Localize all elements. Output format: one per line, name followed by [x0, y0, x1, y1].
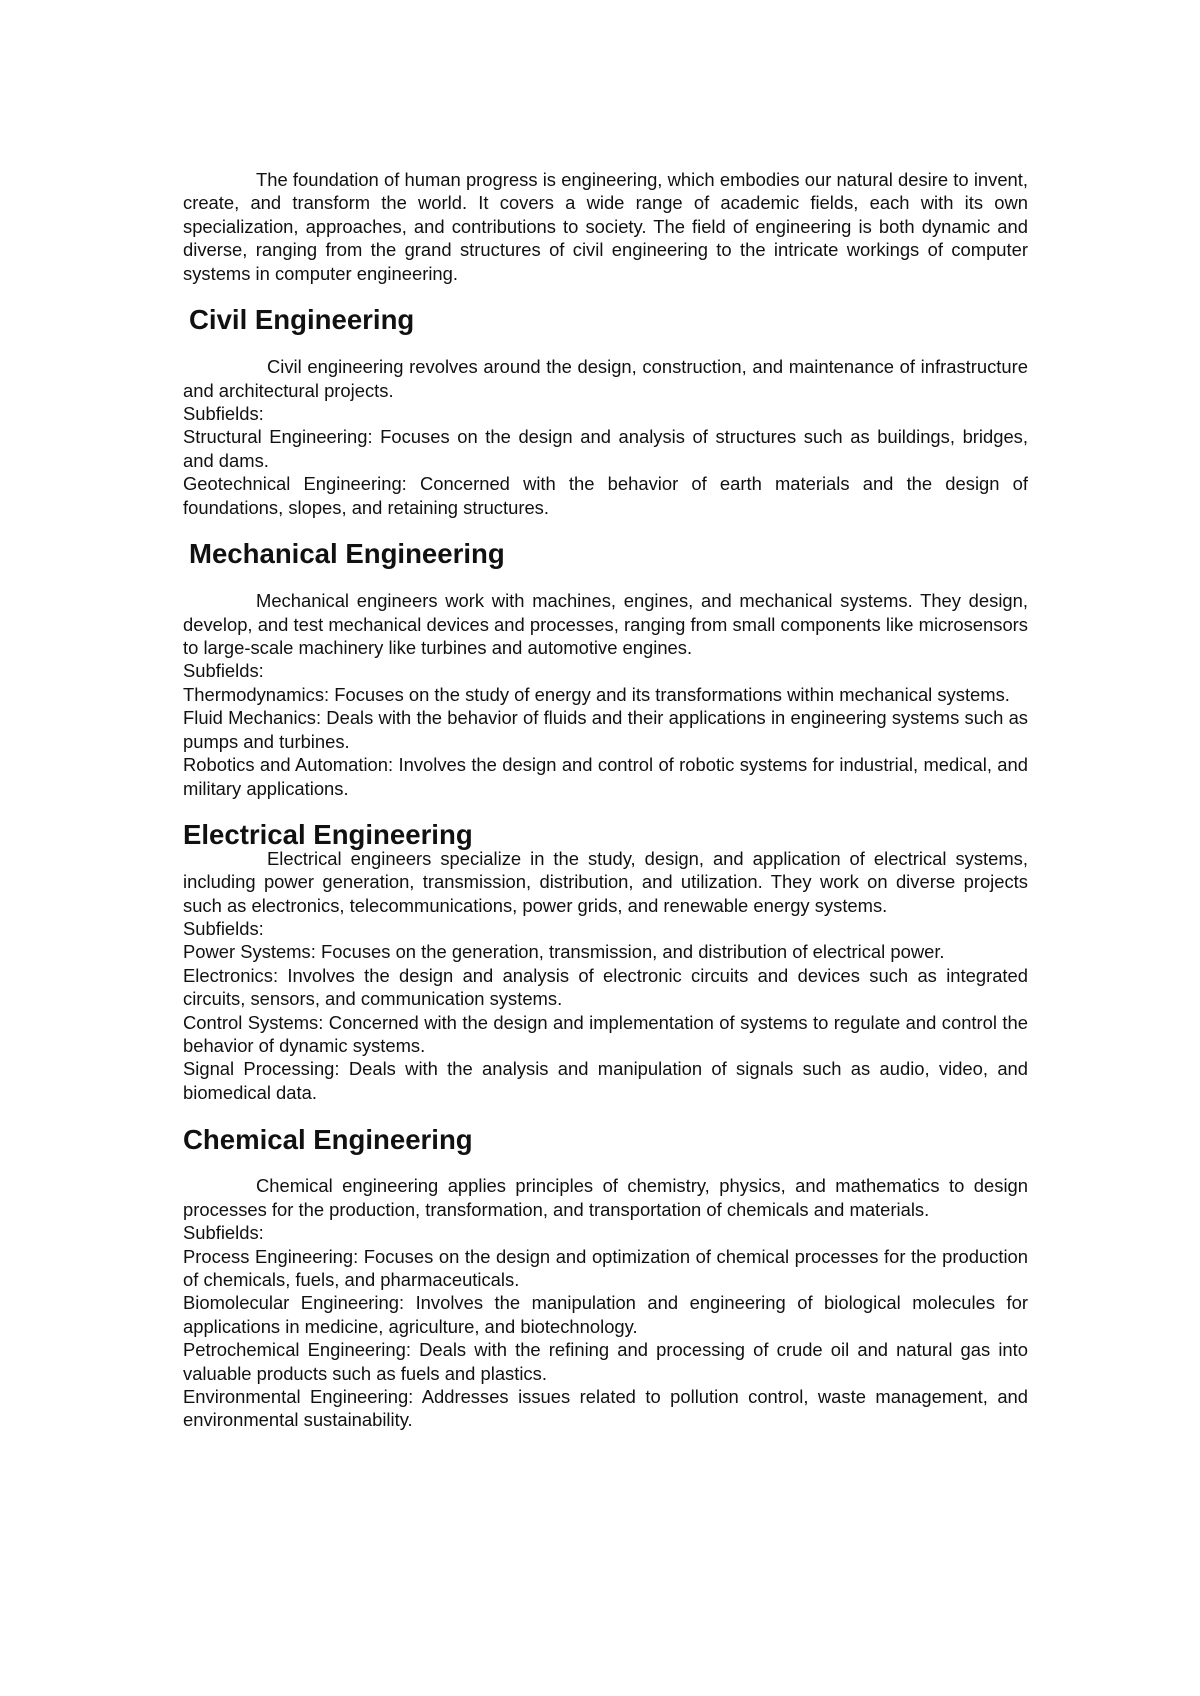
chemical-subfield-environmental: Environmental Engineering: Addresses issues related to pollution control, waste management, and environmental sustainability. — [183, 1386, 1028, 1431]
civil-subfields-label: Subfields: — [183, 403, 264, 425]
civil-subfield-geotechnical: Geotechnical Engineering: Concerned with the behavior of earth materials and the design of foundations, slopes, and retaining structures. — [183, 473, 1028, 518]
chemical-description: Chemical engineering applies principles of chemistry, physics, and mathematics to design processes for the production, transformation, and transportation of chemicals and materials. — [183, 1175, 1028, 1220]
chemical-subfields-label: Subfields: — [183, 1222, 264, 1244]
mechanical-heading: Mechanical Engineering — [189, 538, 505, 570]
electrical-subfields-label: Subfields: — [183, 917, 264, 939]
mechanical-subfield-fluid-mechanics: Fluid Mechanics: Deals with the behavior of fluids and their applications in engineering systems such as pumps and turbines. — [183, 707, 1028, 752]
intro-paragraph: The foundation of human progress is engineering, which embodies our natural desire to invent, create, and transform the world. It covers a wide range of academic fields, each with its own specialization, approaches, and contributions to society. The field of engineering is both dynamic and diverse, ranging from the grand structures of civil engineering to the intricate workings of computer systems in computer engineering. — [183, 169, 1028, 284]
chemical-heading: Chemical Engineering — [183, 1123, 473, 1155]
civil-subfield-structural: Structural Engineering: Focuses on the design and analysis of structures such as buildings, bridges, and dams. — [183, 426, 1028, 471]
chemical-subfield-petrochemical: Petrochemical Engineering: Deals with the refining and processing of crude oil and natural gas into valuable products such as fuels and plastics. — [183, 1339, 1028, 1384]
electrical-subfield-electronics: Electronics: Involves the design and analysis of electronic circuits and devices such as integrated circuits, sensors, and communication systems. — [183, 964, 1028, 1010]
chemical-subfield-process: Process Engineering: Focuses on the design and optimization of chemical processes for the production of chemicals, fuels, and pharmaceuticals. — [183, 1245, 1028, 1290]
mechanical-subfield-thermodynamics: Thermodynamics: Focuses on the study of energy and its transformations within mechanical systems. — [183, 683, 1010, 705]
electrical-subfield-signal-processing: Signal Processing: Deals with the analysis and manipulation of signals such as audio, video, and biomedical data. — [183, 1058, 1028, 1103]
electrical-heading: Electrical Engineering — [183, 819, 473, 851]
electrical-subfield-control-systems: Control Systems: Concerned with the design and implementation of systems to regulate and control the behavior of dynamic systems. — [183, 1011, 1028, 1056]
electrical-subfield-power-systems: Power Systems: Focuses on the generation, transmission, and distribution of electrical power. — [183, 941, 945, 963]
mechanical-subfields-label: Subfields: — [183, 660, 264, 682]
document-page — [183, 168, 1028, 1432]
mechanical-description: Mechanical engineers work with machines, engines, and mechanical systems. They design, develop, and test mechanical devices and processes, ranging from small components like microsensors to large-scale machinery like turbines and automotive engines. — [183, 590, 1028, 659]
chemical-subfield-biomolecular: Biomolecular Engineering: Involves the manipulation and engineering of biological molecules for applications in medicine, agriculture, and biotechnology. — [183, 1292, 1028, 1337]
mechanical-subfield-robotics: Robotics and Automation: Involves the design and control of robotic systems for industrial, medical, and military applications. — [183, 754, 1028, 799]
electrical-description: Electrical engineers specialize in the study, design, and application of electrical systems, including power generation, transmission, distribution, and utilization. They work on diverse projects such as electronics, telecommunications, power grids, and renewable energy systems. — [183, 847, 1028, 916]
civil-heading: Civil Engineering — [189, 304, 415, 336]
civil-description: Civil engineering revolves around the design, construction, and maintenance of infrastructure and architectural projects. — [183, 356, 1028, 401]
